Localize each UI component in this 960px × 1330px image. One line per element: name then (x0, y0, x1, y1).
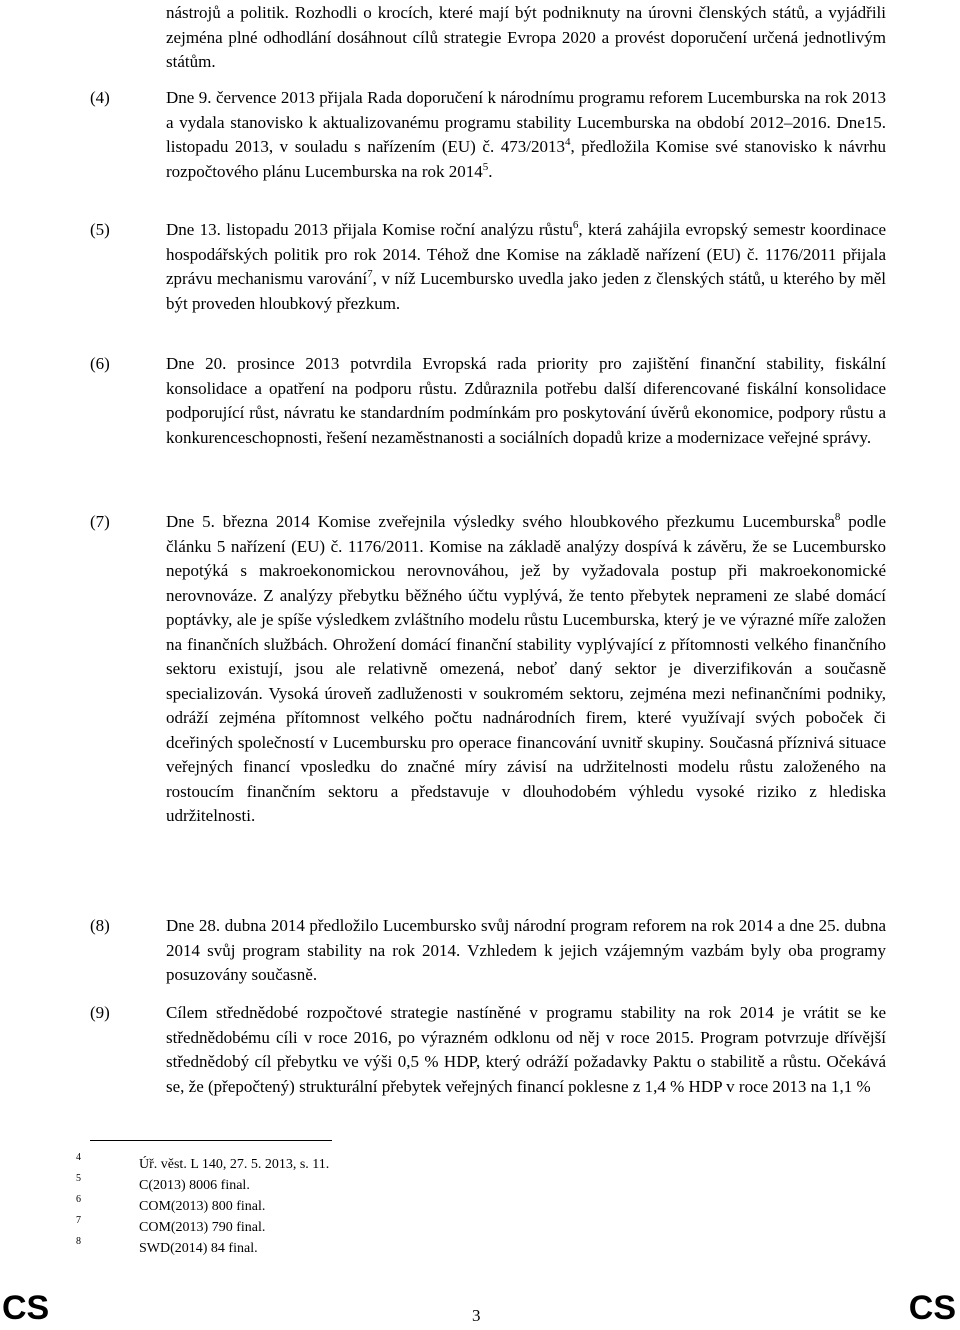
footnote-text: COM(2013) 790 final. (139, 1220, 266, 1235)
footnote-ref: 7 (367, 268, 373, 280)
footnote-text: SWD(2014) 84 final. (139, 1241, 258, 1256)
footnote-text: COM(2013) 800 final. (139, 1199, 266, 1214)
paragraph-5 (90, 218, 886, 316)
paragraph-text: Dne 5. března 2014 Komise zveřejnila výsledky svého hloubkového přezkumu Lucemburska$^8$ podle článku 5 nařízení (EU) č. 1176/2011. Komise na základě analýzy dospívá k závěru, že se Lucembursko nepotýká s makroekonomickou nerovnováhou, jež by vyžadovala postup při makroekonomické nerovnováze. Z analýzy přebytku běžného účtu vyplývá, že tento přebytek neprameni ze slabé domácí poptávky, ale je spíše výsledkem zvláštního modelu růstu Lucemburska, který je ve výrazné míře založen na finančních službách. Ohrožení domácí finanční stability vyplývající z přítomnosti velkého finančního sektoru existují, jsou ale relativně omezená, neboť daný sektor je diverzifikován a současně specializován. Vysoká úroveň zadluženosti v soukromém sektoru, zejména mezi nefinančními podniky, odráží zejména přítomnost velkého počtu nadnárodních firem, které využívají svých poboček či dceřiných společností v Lucembursku pro operace financování uvnitř skupiny. Současná příznivá situace veřejných financí vposledku do značné míry závisí na udržitelnosti modelu růstu založeného na rostoucím finančním sektoru a představuje v dlouhodobém výhledu vysoké riziko z hlediska udržitelnosti. (166, 511, 886, 825)
footnote-number: 7 (76, 1215, 81, 1226)
footnote-separator (90, 1140, 332, 1141)
footnote-number: 6 (76, 1194, 81, 1205)
paragraph-number: (4) (90, 88, 110, 107)
paragraph-8 (90, 914, 886, 988)
footnote-text: C(2013) 8006 final. (139, 1178, 250, 1193)
paragraph-number: (7) (90, 512, 110, 531)
paragraph-text: Cílem střednědobé rozpočtové strategie nastíněné v programu stability na rok 2014 je vrátit se ke střednědobému cíli v roce 2016, po výrazném odklonu od něj v roce 2015. Program potvrzuje dřívější střednědobý cíl přebytku ve výši 0,5 % HDP, který odráží požadavky Paktu o stabilitě a růstu. Očekává se, že (přepočtený) strukturální přebytek veřejných financí poklesne z 1,4 % HDP v roce 2013 na 1,1 % (166, 1003, 886, 1096)
paragraph-9 (90, 1001, 886, 1099)
footnote-number: 8 (76, 1236, 81, 1247)
paragraph-number: (8) (90, 916, 110, 935)
paragraph-text: Dne 20. prosince 2013 potvrdila Evropská rada priority pro zajištění finanční stability, fiskální konsolidace a opatření na podporu růstu. Zdůraznila potřebu další diferencované fiskální konsolidace podporující růst, návratu ke standardním podmínkám pro poskytování úvěrů ekonomice, podpory růstu a konkurenceschopnosti, řešení nezaměstnanosti a sociálních dopadů krize a modernizace veřejné správy. (166, 354, 886, 447)
language-code-right: CS (908, 1289, 956, 1327)
footnote-ref: 8 (834, 511, 841, 523)
footnote-ref: 4 (564, 136, 571, 148)
footnote-number: 5 (76, 1173, 81, 1184)
footnote-text: Úř. věst. L 140, 27. 5. 2013, s. 11. (139, 1157, 330, 1172)
continuation-text: nástrojů a politik. Rozhodli o krocích, které mají být podniknuty na úrovni členských států, a vyjádřili zejména plné odhodlání dosáhnout cílů strategie Evropa 2020 a provést doporučení určená jednotlivým státům. (166, 3, 886, 71)
page-number: 3 (472, 1306, 481, 1325)
footnote-ref: 5 (482, 160, 489, 173)
language-code-left: CS (2, 1289, 50, 1327)
paragraph-number: (6) (90, 354, 110, 373)
paragraph-text: Dne 9. července 2013 přijala Rada doporučení k národnímu programu reforem Lucemburska na rok 2013 a vydala stanovisko k aktualizovanému programu stability Lucemburska na období 2012–2016. Dne15. listopadu 2013, v souladu s nařízením (EU) č. 473/2013$^4$, předložila Komise své stanovisko k návrhu rozpočtového plánu Lucemburska na rok 2014$^5$. (166, 88, 886, 181)
footnote-number: 4 (76, 1152, 81, 1163)
paragraph-number: (5) (90, 220, 110, 239)
paragraph-6 (90, 352, 886, 450)
paragraph-7 (90, 510, 886, 829)
paragraph-number: (9) (90, 1003, 110, 1022)
paragraph-text: Dne 13. listopadu 2013 přijala Komise roční analýzu růstu$^6$, která zahájila evropský semestr koordinace hospodářských politik pro rok 2014. Téhož dne Komise na základě nařízení (EU) č. 1176/2011 přijala zprávu mechanismu varování$^7$, v níž Lucembursko uvedla jako jeden z členských států, u kterého by měl být proveden hloubkový přezkum. (166, 219, 886, 313)
paragraph-text: Dne 28. dubna 2014 předložilo Lucembursko svůj národní program reforem na rok 2014 a dne 25. dubna 2014 svůj program stability na rok 2014. Vzhledem k jejich vzájemným vazbám byly oba programy posuzovány současně. (166, 916, 886, 984)
footnote-ref: 6 (572, 219, 579, 231)
paragraph-4 (90, 86, 886, 184)
